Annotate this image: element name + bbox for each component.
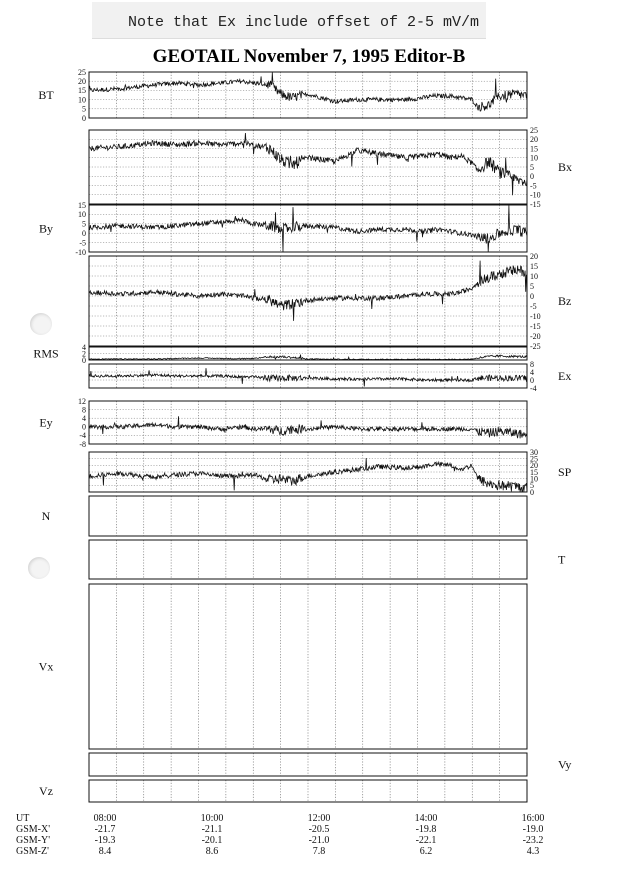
tick-label: 15 xyxy=(78,200,86,210)
tick-label: 0 xyxy=(82,229,86,238)
tick-label: -10 xyxy=(75,247,86,257)
tick-label: -4 xyxy=(79,431,86,441)
binder-hole-bottom xyxy=(28,557,50,579)
tick-label: -15 xyxy=(530,199,541,209)
tick-label: 10 xyxy=(78,210,86,220)
tick-label: 30 xyxy=(530,447,538,457)
tick-label: 0 xyxy=(530,487,534,497)
tick-label: -5 xyxy=(79,238,86,248)
tick-label: 25 xyxy=(530,125,538,135)
tick-label: 15 xyxy=(530,261,538,271)
tick-label: -8 xyxy=(79,439,86,449)
tick-label: 20 xyxy=(78,77,86,86)
orbit-value-x: -21.1 xyxy=(201,824,223,835)
tick-label: 5 xyxy=(530,481,534,491)
tick-label: -5 xyxy=(530,301,537,311)
panel-n xyxy=(42,496,527,536)
tick-label: 15 xyxy=(530,467,538,477)
orbit-value-z: 8.4 xyxy=(98,846,112,857)
orbit-value-x: -19.8 xyxy=(415,824,437,835)
tick-label: 20 xyxy=(530,461,538,471)
tick-label: 5 xyxy=(530,162,534,172)
tick-label: 4 xyxy=(530,367,534,377)
orbit-value-z: 7.8 xyxy=(312,846,326,857)
orbit-label-gsm-x: GSM-X' xyxy=(16,824,51,835)
orbit-value-z: 6.2 xyxy=(419,846,433,857)
tick-label: 0 xyxy=(82,113,86,123)
panel-label-vz: Vz xyxy=(39,784,53,798)
tick-label: 15 xyxy=(530,144,538,154)
tick-label: 4 xyxy=(82,342,86,352)
orbit-value-y: -23.2 xyxy=(522,835,544,846)
panel-bx xyxy=(89,126,572,209)
panel-label-bz: Bz xyxy=(558,294,572,308)
orbit-value-y: -20.1 xyxy=(201,835,223,846)
orbit-value-z: 4.3 xyxy=(526,846,540,857)
panel-ex xyxy=(89,360,571,393)
tick-label: 15 xyxy=(78,86,86,96)
orbit-label-gsm-y: GSM-Y' xyxy=(16,835,51,846)
orbit-value-x: -20.5 xyxy=(308,824,330,835)
panel-label-ey: Ey xyxy=(39,415,53,430)
orbit-value-ut: 12:00 xyxy=(307,813,331,824)
tick-label: 10 xyxy=(78,95,86,105)
tick-label: 5 xyxy=(530,281,534,291)
panel-label-vx: Vx xyxy=(38,659,54,674)
panel-vx xyxy=(39,584,527,749)
orbit-label-ut: UT xyxy=(16,813,30,824)
tick-label: 8 xyxy=(530,359,534,369)
tick-label: 8 xyxy=(82,405,86,415)
panel-vz xyxy=(39,780,527,802)
tick-label: -5 xyxy=(530,181,537,191)
tick-label: -10 xyxy=(530,311,541,321)
tick-label: 20 xyxy=(530,251,538,261)
tick-label: -10 xyxy=(530,190,541,200)
orbit-value-ut: 08:00 xyxy=(93,813,117,824)
panel-ey xyxy=(39,397,527,449)
tick-label: 10 xyxy=(530,271,538,281)
panel-label-sp: SP xyxy=(558,465,572,479)
tick-label: -4 xyxy=(530,383,537,393)
orbit-value-x: -21.7 xyxy=(94,824,116,835)
panel-by xyxy=(39,201,527,257)
orbit-value-y: -22.1 xyxy=(415,835,437,846)
orbit-value-ut: 16:00 xyxy=(521,813,545,824)
tick-label: 12 xyxy=(78,396,86,406)
orbit-value-z: 8.6 xyxy=(205,846,219,857)
tick-label: 5 xyxy=(82,219,86,229)
panel-label-t: T xyxy=(558,552,566,567)
panel-label-ex: Ex xyxy=(558,369,572,383)
panel-label-bt: BT xyxy=(38,88,54,102)
tick-label: -20 xyxy=(530,331,541,341)
tick-label: 0 xyxy=(82,355,86,365)
orbit-value-ut: 14:00 xyxy=(414,813,438,824)
orbit-value-ut: 10:00 xyxy=(200,813,224,824)
page-title: GEOTAIL November 7, 1995 Editor-B xyxy=(152,46,466,67)
tick-label: 5 xyxy=(82,104,86,114)
tick-label: -15 xyxy=(530,321,541,331)
orbit-value-x: -19.0 xyxy=(522,824,544,835)
tick-label: 10 xyxy=(530,474,538,484)
tick-label: 20 xyxy=(530,135,538,145)
tick-label: 0 xyxy=(530,375,534,385)
panel-label-n: N xyxy=(41,509,51,523)
panel-label-rms: RMS xyxy=(33,346,59,361)
tick-label: 25 xyxy=(78,67,86,77)
tick-label: 0 xyxy=(530,172,534,182)
panel-bt xyxy=(38,68,527,123)
tick-label: 2 xyxy=(82,349,86,359)
panel-t xyxy=(89,540,566,579)
tick-label: 4 xyxy=(82,414,86,423)
panel-bz xyxy=(89,252,571,351)
tick-label: 25 xyxy=(530,454,538,464)
panel-label-by: By xyxy=(38,221,54,236)
tick-label: 0 xyxy=(530,291,534,301)
orbit-value-y: -21.0 xyxy=(308,835,330,846)
tick-label: 0 xyxy=(82,422,86,432)
orbit-value-y: -19.3 xyxy=(94,835,116,846)
panel-sp xyxy=(89,448,572,497)
panel-vy xyxy=(89,753,571,776)
tick-label: 10 xyxy=(530,153,538,163)
tick-label: -25 xyxy=(530,341,541,351)
panel-label-vy: Vy xyxy=(558,757,572,772)
offset-note: Note that Ex include offset of 2-5 mV/m xyxy=(128,14,480,31)
panel-label-bx: Bx xyxy=(558,160,573,174)
orbit-label-gsm-z: GSM-Z' xyxy=(16,846,49,857)
binder-hole-top xyxy=(30,313,52,335)
